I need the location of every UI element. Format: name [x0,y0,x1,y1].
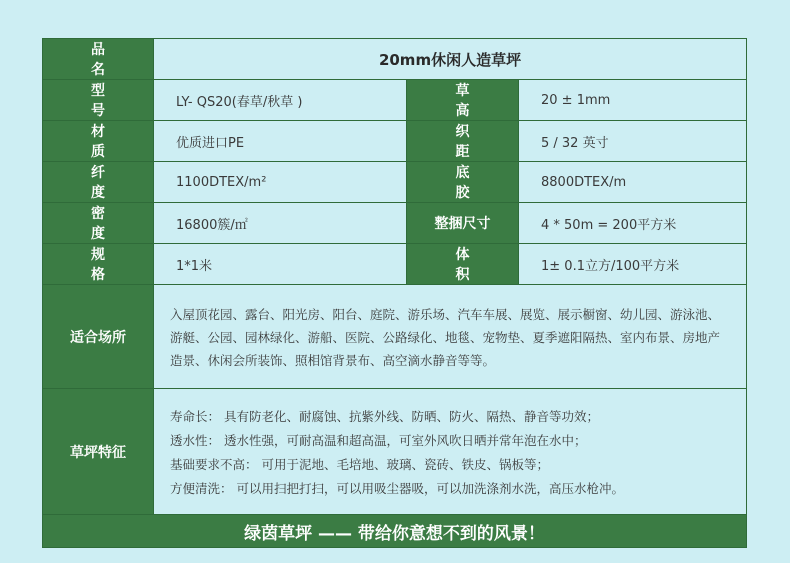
features-label: 草坪特征 [43,389,154,515]
row-features [43,389,747,515]
row-fiber-backing [43,162,747,203]
usage-label: 适合场所 [43,285,154,389]
row-footer [43,515,747,548]
row-density-roll [43,203,747,244]
model-label: 型 号 [43,80,154,121]
product-spec-table [42,38,747,548]
volume-label: 体 积 [407,244,519,285]
row-material-gauge [43,121,747,162]
gauge-value: 5 / 32 英寸 [519,121,747,162]
feature-line: 寿命长： 具有防老化、耐腐蚀、抗紫外线、防晒、防火、隔热、静音等功效； [170,409,599,424]
feature-line: 基础要求不高： 可用于泥地、毛培地、玻璃、瓷砖、铁皮、锅板等； [170,457,549,472]
grass-height-label: 草 高 [407,80,519,121]
usage-text: 入屋顶花园、露台、阳光房、阳台、庭院、游乐场、汽车车展、展览、展示橱窗、幼儿园、游泳池、游艇、公园、园林绿化、游船、医院、公路绿化、地毯、宠物垫、夏季遮阳隔热、室内布景、房地产造景、休闲会所装饰、照相馆背景布、高空滴水静音等等。 [154,285,747,389]
footer-slogan: 绿茵草坪 —— 带给你意想不到的风景！ [43,515,747,548]
row-usage [43,285,747,389]
backing-value: 8800DTEX/m [519,162,747,203]
material-label: 材 质 [43,121,154,162]
roll-size-label: 整捆尺寸 [407,203,519,244]
product-name-value: 20mm休闲人造草坪 [154,39,747,80]
backing-label: 底 胶 [407,162,519,203]
fiber-value: 1100DTEX/m² [154,162,407,203]
spec-value: 1*1米 [154,244,407,285]
feature-line: 透水性： 透水性强，可耐高温和超高温，可室外风吹日晒并常年泡在水中； [170,433,587,448]
row-spec-volume [43,244,747,285]
spec-label: 规 格 [43,244,154,285]
material-value: 优质进口PE [154,121,407,162]
gauge-label: 织 距 [407,121,519,162]
volume-value: 1± 0.1立方/100平方米 [519,244,747,285]
row-product-name [43,39,747,80]
product-name-label: 品 名 [43,39,154,80]
feature-line: 方便清洗： 可以用扫把打扫，可以用吸尘器吸，可以加洗涤剂水洗，高压水枪冲。 [170,481,624,496]
model-value: LY- QS20(春草/秋草 ) [154,80,407,121]
roll-size-value: 4 * 50m = 200平方米 [519,203,747,244]
fiber-label: 纤 度 [43,162,154,203]
density-label: 密 度 [43,203,154,244]
density-value: 16800簇/㎡ [154,203,407,244]
row-model-height [43,80,747,121]
features-list [154,389,747,515]
grass-height-value: 20 ± 1mm [519,80,747,121]
